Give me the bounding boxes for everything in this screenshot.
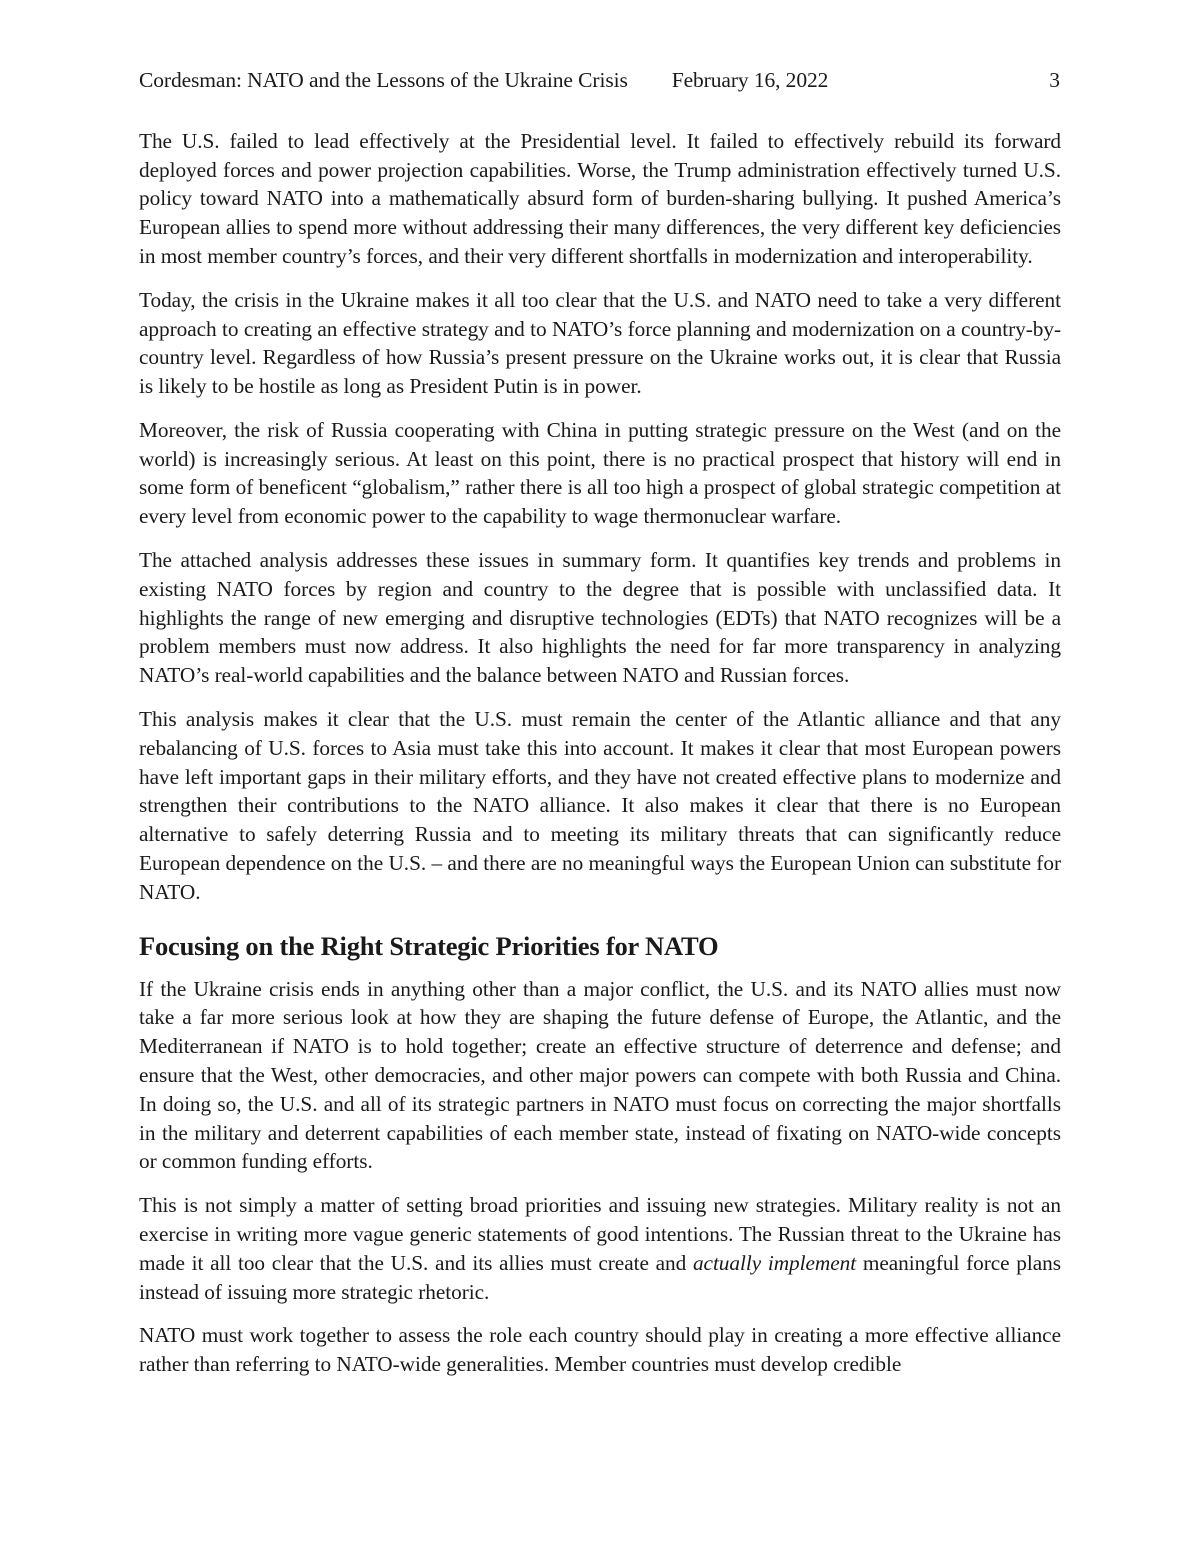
paragraph-7-lead: This is not simply a matter of setting broad priorities and issuing new strategies. Military reality is not an exercise in writing more vague generic statements of good intentions. The Russian threat to the Ukraine has made it all too clear that the U.S. and its allies must create and	[139, 1193, 1061, 1275]
section-heading: Focusing on the Right Strategic Priorities for NATO	[139, 930, 719, 961]
header-date: February 16, 2022	[671, 68, 829, 92]
paragraph-7	[139, 1191, 1061, 1306]
running-header	[139, 0, 1061, 93]
paragraph-7-tail: meaningful force plans instead of issuing more strategic rhetoric.	[139, 1250, 1061, 1304]
paragraph-8: NATO must work together to assess the role each country should play in creating a more effective alliance rather than referring to NATO-wide generalities. Member countries must develop credible	[139, 1323, 1061, 1377]
paragraph-3: Moreover, the risk of Russia cooperating with China in putting strategic pressure on the West (and on the world) is increasingly serious. At least on this point, there is no practical prospect that history will end in some form of beneficent “globalism,” rather there is all too high a prospect of global strategic competition at every level from economic power to the capability to wage thermonuclear warfare.	[139, 417, 1061, 529]
paragraph-6: If the Ukraine crisis ends in anything other than a major conflict, the U.S. and its NATO allies must now take a far more serious look at how they are shaping the future defense of Europe, the Atlantic, and the Mediterranean if NATO is to hold together; create an effective structure of deterrence and defense; and ensure that the West, other democracies, and other major powers can compete with both Russia and China. In doing so, the U.S. and all of its strategic partners in NATO must focus on correcting the major shortfalls in the military and deterrent capabilities of each member state, instead of fixating on NATO-wide concepts or common funding efforts.	[139, 976, 1061, 1174]
paragraph-5: This analysis makes it clear that the U.S. must remain the center of the Atlantic alliance and that any rebalancing of U.S. forces to Asia must take this into account. It makes it clear that most European powers have left important gaps in their military efforts, and they have not created effective plans to modernize and strengthen their contributions to the NATO alliance. It also makes it clear that there is no European alternative to safely deterring Russia and to meeting its military threats that can significantly reduce European dependence on the U.S. – and there are no meaningful ways the European Union can substitute for NATO.	[139, 707, 1061, 904]
body-text	[139, 93, 1061, 1379]
paragraph-4: The attached analysis addresses these issues in summary form. It quantifies key trends and problems in existing NATO forces by region and country to the degree that is possible with unclassified data. It highlights the range of new emerging and disruptive technologies (EDTs) that NATO recognizes will be a problem members must now address. It also highlights the need for far more transparency in analyzing NATO’s real-world capabilities and the balance between NATO and Russian forces.	[139, 548, 1061, 688]
page-content-column	[139, 0, 1061, 1379]
header-document-title: Cordesman: NATO and the Lessons of the Ukraine Crisis	[139, 68, 628, 92]
paragraph-2: Today, the crisis in the Ukraine makes it all too clear that the U.S. and NATO need to take a very different approach to creating an effective strategy and to NATO’s force planning and modernization on a country-by-country level. Regardless of how Russia’s present pressure on the Ukraine works out, it is clear that Russia is likely to be hostile as long as President Putin is in power.	[139, 287, 1061, 399]
paragraph-7-emphasis: actually implement	[692, 1250, 857, 1275]
paragraph-1: The U.S. failed to lead effectively at the Presidential level. It failed to effectively rebuild its forward deployed forces and power projection capabilities. Worse, the Trump administration effectively turned U.S. policy toward NATO into a mathematically absurd form of burden-sharing bullying. It pushed America’s European allies to spend more without addressing their many differences, the very different key deficiencies in most member country’s forces, and their very different shortfalls in modernization and interoperability.	[139, 128, 1061, 268]
header-page-number: 3	[1049, 68, 1060, 92]
